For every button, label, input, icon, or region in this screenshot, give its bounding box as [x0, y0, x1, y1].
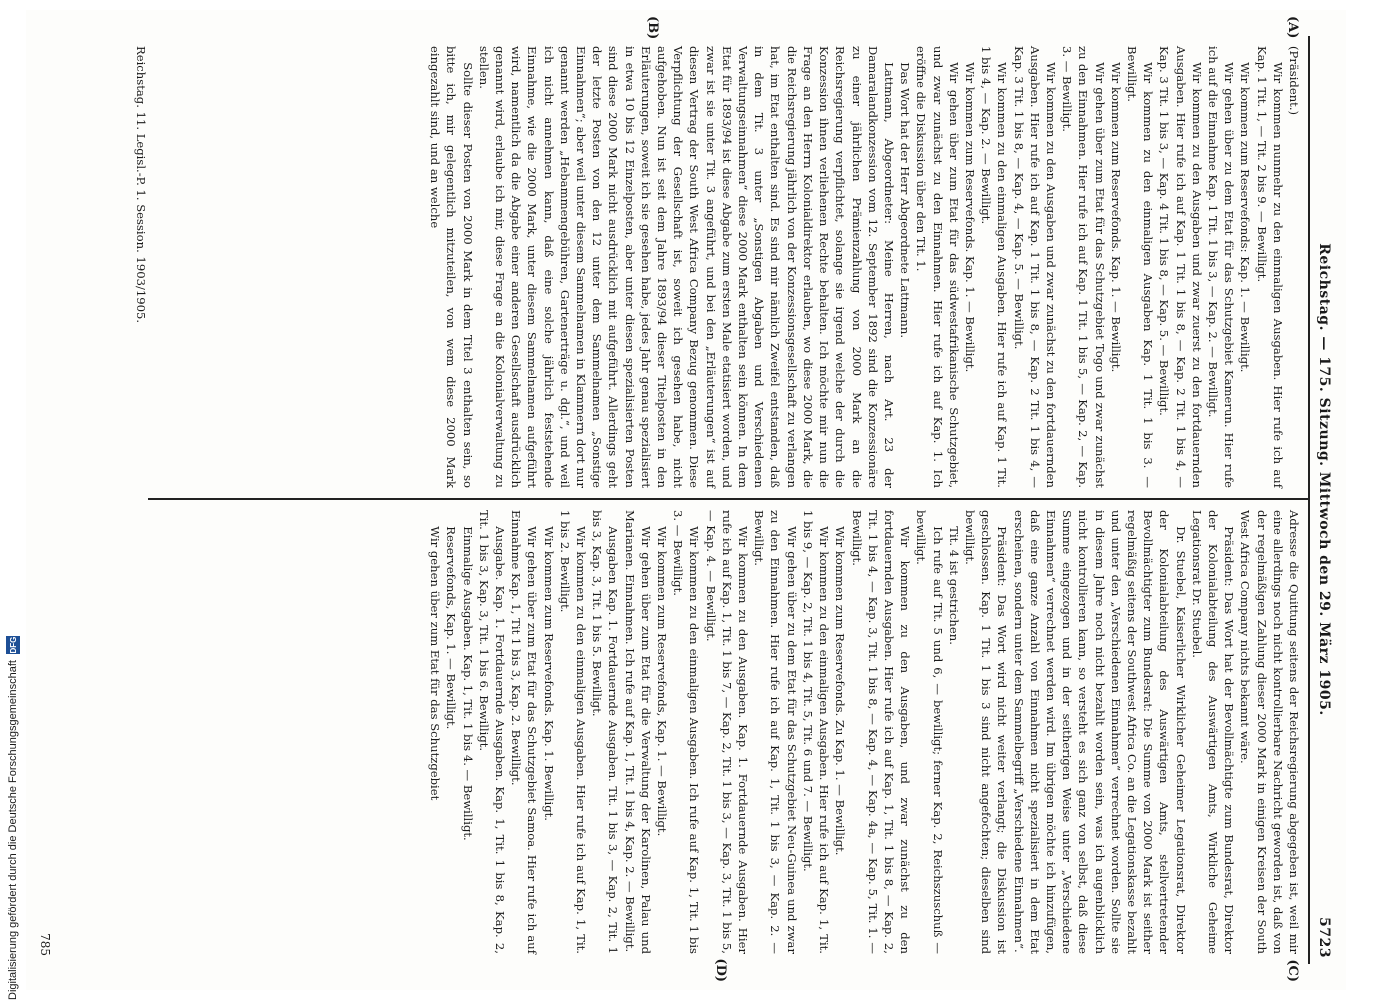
header-title: Reichstag. — 175. Sitzung. Mittwoch den 29. März 1905.: [1316, 243, 1332, 716]
paragraph: Präsident: Das Wort wird nicht weiter verlangt; die Diskussion ist geschlossen. Kap. 1 Tit. 1 bis 3 sind nicht angefochten; dieselben sind bewilligt.: [962, 510, 1010, 954]
paragraph: Lattmann, Abgeordneter: Meine Herren, nach Art. 23 der Damaralandkonzession vom 12. September 1892 sind die Konzessionäre zu einer jährlichen Prämienzahlung von 2000 Mark an die Reichsregierung verpflichtet, solange sie irgend welche der durch die Konzession ihnen verliehenen Rechte behalten. Ich möchte mir nun die Frage an den Herrn Kolonialdirektor erlauben, wo diese 2000 Mark, die die Reichsregierung jährlich von der Konzessionsgesellschaft zu verlangen hat, im Etat enthalten sind. Es sind mir nämlich Zweifel entstanden, daß in dem Tit. 3 unter „Sonstigen Abgaben und Verschiedenen Verwaltungseinnahmen“ diese 2000 Mark enthalten sein können. In dem Etat für 1893/94 ist diese Abgabe zum ersten Male etatisiert worden, und zwar ist sie unter Tit. 3 angeführt, und bei den „Erläuterungen“ ist auf diesen Vertrag der South West Africa Company Bezug genommen. Diese Verpflichtung der Gesellschaft ist, soweit ich gesehen habe, nicht aufgehoben. Nun ist seit dem Jahre 1893/94 dieser Titelposten in den Erläuterungen, soweit ich sie gesehen habe, jedes Jahr genau spezialisiert in etwa 10 bis 12 Einzelposten, aber unter diesen spezialisierten Posten sind diese 2000 Mark nicht ausdrücklich mit aufgeführt. Allerdings geht der letzte Posten von den 12 unter dem Sammelnamen „Sonstige Einnahmen“; aber weil unter diesem Sammelnamen in Klammern dort nur genannt werden „Hebammengebühren, Gartenerträge u. dgl.“, und weil ich nicht annehmen kann, daß eine solche jährlich feststehende Einnahme, wie die 2000 Mark, unter diesem Sammelnamen aufgeführt wird, namentlich da die Abgabe einer anderen Gesellschaft ausdrücklich genannt wird, erlaube ich mir, diese Frage an die Kolonialverwaltung zu stellen.: [476, 46, 896, 488]
credit-text: Digitalisierung gefördert durch die Deutsche Forschungsgemeinschaft: [7, 660, 19, 1000]
columns: [148, 16, 1308, 982]
paragraph: Ausgaben Kap. 1. Fortdauernde Ausgaben. Tit. 1 bis 3, — Kap. 2, Tit. 1 bis 3, Kap. 3, Tit. 1 bis 5. Bewilligt.: [590, 510, 621, 954]
paragraph: Wir kommen zu den Ausgaben. Kap. 1. Fortdauernde Ausgaben. Hier rufe ich auf Kap. 1, Tit. 1 bis 7, — Kap. 2, Tit. 1 bis 3, — Kap. 3, Tit. 1 bis 5, — Kap. 4. — Bewilligt.: [703, 510, 751, 954]
paragraph: Wir kommen zu den einmaligen Ausgaben Kap. 1 Tit. 1 bis 3. — Bewilligt.: [1124, 46, 1156, 488]
paragraph: Wir kommen zu den Ausgaben, und zwar zunächst zu den fortdauernden Ausgaben. Hier rufe ich auf Kap. 1, Tit. 1 bis 8, — Kap. 2, Tit. 1 bis 4, — Kap. 3, Tit. 1 bis 8, — Kap. 4, — Kap. 4a, — Kap. 5, Tit. 1. — Bewilligt.: [849, 510, 913, 954]
paragraph: Wir kommen zum Reservefonds. Kap. 1. — Bewilligt.: [962, 62, 977, 373]
paragraph: Präsident: Das Wort hat der Bevollmächtigte zum Bundesrat, Direktor der Kolonialabteilung des Auswärtigen Amts, Wirkliche Geheime Legationsrat Dr. Stuebel.: [1189, 510, 1237, 954]
paragraph: Wir gehen über zum Etat für das Schutzgebiet Togo und zwar zunächst zu den Einnahmen. Hier rufe ich auf Kap. 1 Tit. 1 bis 5, — Kap. 2, — Kap. 3. — Bewilligt.: [1060, 46, 1107, 488]
margin-marker-a: (A): [1285, 16, 1300, 39]
paragraph: Wir kommen zum Reservefonds. Zu Kap. 1. — Bewilligt.: [833, 526, 848, 856]
right-column: [148, 500, 1308, 982]
paragraph: Wir gehen über zu dem Etat für das Schutzgebiet Kamerun. Hier rufe ich auf die Einnahme Kap. 1 Tit. 1 bis 3, — Kap. 2. — Bewilligt.: [1205, 46, 1237, 488]
paragraph: Reservefonds, Kap. 1. — Bewilligt.: [444, 526, 459, 730]
paragraph: Wir kommen nunmehr zu den einmaligen Ausgaben. Hier rufe ich auf Kap. 1 Tit. 1, — Tit. 2 bis 9. — Bewilligt.: [1254, 46, 1285, 488]
paragraph: Wir kommen zu den einmaligen Ausgaben. Ich rufe auf Kap. 1, Tit. 1 bis 3. — Bewilligt.: [671, 510, 702, 954]
paragraph: Einmalige Ausgaben. Kap. 1, Tit. 1 bis 4. — Bewilligt.: [460, 526, 475, 841]
paragraph: Ausgabe. Kap. 1. Fortdauernde Ausgaben. Kap. 1, Tit. 1 bis 8, Kap. 2, Tit. 1 bis 3, Kap. 3, Tit. 1 bis 6. Bewilligt.: [476, 510, 508, 954]
paragraph: Wir gehen über zum Etat für das Schutzgebiet: [428, 526, 443, 801]
paragraph: Wir gehen über zum Etat für die Verwaltung der Karolinen, Palau und Marianen. Einnahmen. Ich rufe auf Kap. 1, Tit. 1 bis 4, Kap. 2. — Bewilligt.: [622, 510, 653, 954]
paragraph: Ich rufe auf Tit. 5 und 6, — bewilligt; ferner Kap. 2, Reichszuschuß — bewilligt.: [914, 510, 945, 954]
scanned-page: [26, 10, 1346, 990]
paragraph: Wir kommen zu den einmaligen Ausgaben. Hier rufe ich auf Kap. 1 Tit. 1 bis 4, — Kap. 2. — Bewilligt.: [979, 46, 1010, 488]
paragraph: Wir kommen zum Reservefonds, Kap. 1. — Bewilligt.: [655, 526, 670, 837]
paragraph: Wir kommen zum Reservefonds. Kap. 1. — Bewilligt.: [1108, 62, 1123, 373]
digitization-credit: [6, 636, 20, 1000]
paragraph: Adresse die Quittung seitens der Reichsregierung abgegeben ist, weil mir eine allerdings noch nicht kontrollierbare Nachricht geworden ist, daß von der regelmäßigen Zahlung dieser 2000 Mark in einigen Kreisen der South West Africa Company nichts bekannt wäre.: [1238, 510, 1301, 954]
sheet-number: 785: [38, 933, 52, 956]
paragraph: Wir kommen zu den Ausgaben und zwar zuerst zu den fortdauernden Ausgaben. Hier rufe ich auf Kap. 1 Tit. 1 bis 8, — Kap. 2 Tit. 1 bis 4, — Kap. 3 Tit. 1 bis 3, — Kap. 4 Tit. 1 bis 8, — Kap. 5. — Bewilligt.: [1157, 46, 1204, 488]
paragraph: Wir gehen über zum Etat für das südwestafrikanische Schutzgebiet, und zwar zunächst zu den Einnahmen. Hier rufe ich auf Kap. 1. Ich eröffne die Diskussion über den Tit. 1.: [914, 46, 961, 488]
paragraph: Wir kommen zu den einmaligen Ausgaben. Hier rufe ich auf Kap. 1, Tit. 1 bis 2. Bewilligt.: [557, 510, 589, 954]
paragraph: Wir kommen zum Reservefonds: Kap. 1. — Bewilligt.: [1238, 62, 1253, 373]
dfg-logo: DFG: [6, 636, 20, 654]
page-footer: Reichstag. 11. Legisl.-P. 1. Session. 1903/1905.: [134, 46, 148, 324]
paragraph: Wir kommen zu den Ausgaben und zwar zunächst zu den fortdauernden Ausgaben. Hier rufe ich auf Kap. 1 Tit. 1 bis 8, — Kap. 2 Tit. 1 bis 4, — Kap. 3 Tit. 1 bis 8, — Kap. 4, — Kap. 5. — Bewilligt.: [1011, 46, 1058, 488]
paragraph: Wir kommen zu den einmaligen Ausgaben. Hier rufe ich auf Kap. 1, Tit. 1 bis 9, — Kap. 2, Tit. 1 bis 4, Tit. 5, Tit. 6 und 7. — Bewilligt.: [800, 510, 832, 954]
paragraph: Wir gehen über zum Etat für das Schutzgebiet Samoa. Hier rufe ich auf Einnahme Kap. 1, Tit 1 bis 3, Kap. 2. Bewilligt.: [509, 510, 540, 954]
paragraph: (Präsident.): [1287, 46, 1301, 116]
left-column: [148, 16, 1308, 500]
paragraph: Sollte dieser Posten von 2000 Mark in dem Titel 3 enthalten sein, so bitte ich, mir gelegentlich mitzuteilen, von wem diese 2000 Mark eingezahlt sind, und an welche: [428, 46, 475, 488]
paragraph: Dr. Stuebel, Kaiserlicher Wirklicher Geheimer Legationsrat, Direktor der Kolonialabteilung des Auswärtigen Amts, stellvertretender Bevollmächtigter zum Bundesrat: Die Summe von 2000 Mark ist seither regelmäßig seitens der Southwest Africa Co. an die Legationskasse bezahlt und unter den „Verschiedenen Einnahmen“ verrechnet worden. Sollte sie in diesem Jahre noch nicht bezahlt worden sein, was ich augenblicklich nicht kontrollieren kann, so versteht es sich ganz von selbst, daß diese Summe eingezogen und in der seitherigen Weise unter „Verschiedene Einnahmen“ verrechnet werden wird. Im übrigen möchte ich hinzufügen, daß eine ganze Anzahl von Einnahmen nicht spezialisiert in dem Etat erscheinen, sondern unter dem Sammelbegriff „Verschiedene Einnahmen“.: [1011, 510, 1188, 954]
margin-marker-c: (C): [1285, 959, 1300, 982]
paragraph: Das Wort hat der Herr Abgeordnete Lattmann.: [898, 62, 913, 339]
page-header: [1308, 36, 1336, 964]
paragraph: Wir kommen zum Reservefonds. Kap. 1. Bewilligt.: [541, 526, 556, 821]
margin-marker-d: (D): [713, 958, 728, 982]
paragraph: Tit. 4 ist gestrichen.: [946, 526, 961, 645]
margin-marker-b: (B): [645, 16, 660, 40]
paragraph: Wir gehen über zu dem Etat für das Schutzgebiet Neu-Guinea und zwar zu den Einnahmen. Hier rufe ich auf Kap. 1, Tit. 1 bis 3, — Kap. 2. — Bewilligt.: [752, 510, 799, 954]
header-page-number: 5723: [1316, 917, 1332, 958]
